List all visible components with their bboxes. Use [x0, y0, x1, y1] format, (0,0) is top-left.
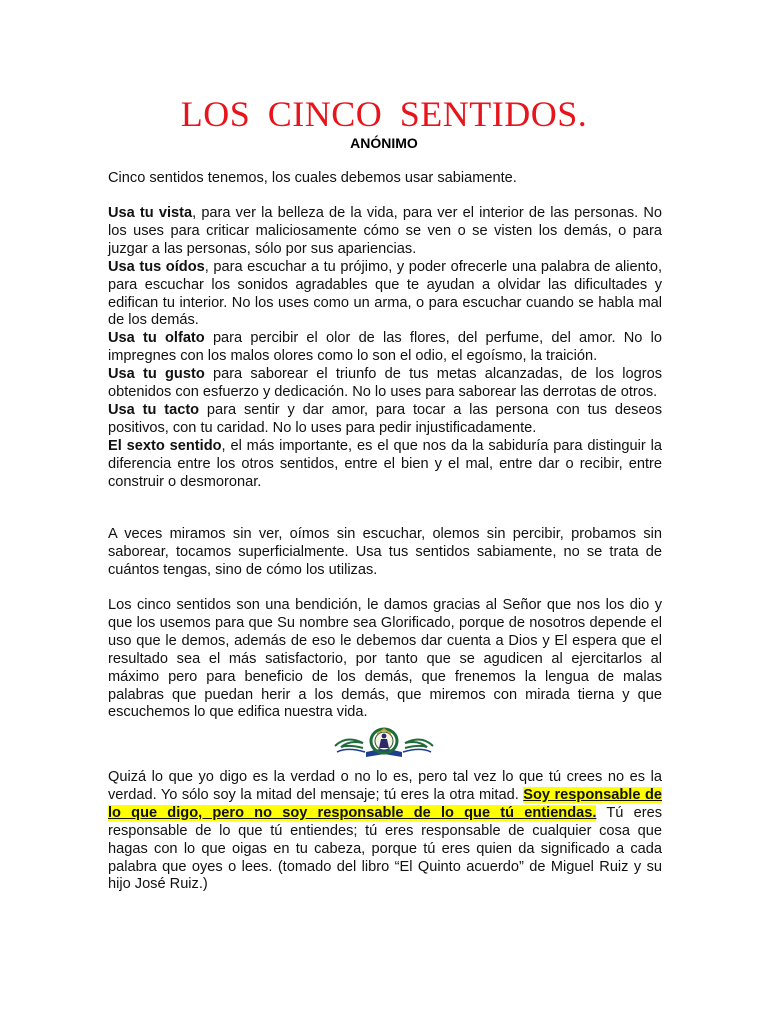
- sense-text: , el más importante, es el que nos da la sabiduría para distinguir la diferencia entre los otros sentidos, entre el bien y el mal, entre dar o recibir, entre construir o desmoronar.: [108, 437, 662, 490]
- sense-text: para sentir y dar amor, para tocar a las persona con tus deseos positivos, con tu caridad. No lo uses para pedir injustificadamente.: [108, 401, 662, 436]
- reflection-paragraph: [108, 526, 662, 580]
- closing-paragraph: [108, 769, 662, 894]
- sense-item-sexto: [108, 438, 662, 492]
- sense-item-olfato: [108, 330, 662, 366]
- intro-paragraph: [108, 170, 662, 188]
- blessing-text: Los cinco sentidos son una bendición, le damos gracias al Señor que nos los dio y que los usemos para que Su nombre sea Glorificado, porque de nosotros depende el uso que le demos, además de eso le debemos dar cuenta a Dios y El espera que el resultado sea el más satisfactorio, por tanto que se agudicen al ejercitarlos al máximo pero para beneficio de los demás, que frenemos la lengua de malas palabras que puedan herir a los demás, que miremos con mirada tierna y que escuchemos lo que edifica nuestra vida.: [108, 597, 662, 721]
- closing-text-after: Tú eres responsable de lo que tú entiendes; tú eres responsable de cualquier cosa que hagas con lo que oigas en tu cabeza, porque tú eres quien da significado a cada palabra que oyes o lees. (tomado del libro “El Quinto acuerdo” de Miguel Ruiz y su hijo José Ruiz.): [108, 804, 662, 893]
- author-label: ANÓNIMO: [350, 135, 418, 151]
- sense-text: , para ver la belleza de la vida, para ver el interior de las personas. No los uses para criticar maliciosamente cómo se ven o se visten los demás, o para juzgar a las personas, sólo por sus apariencias.: [108, 205, 662, 257]
- blessing-paragraph: [108, 597, 662, 722]
- sense-item-vista: [108, 205, 662, 259]
- page-title: LOS CINCO SENTIDOS.: [180, 94, 588, 134]
- reflection-text: A veces miramos sin ver, oímos sin escuchar, olemos sin percibir, probamos sin saborear, tocamos superficialmente. Usa tus sentidos sabiamente, no se trata de cuántos tengas, sino de cómo los utilizas.: [108, 526, 662, 578]
- sense-text: , para escuchar a tu prójimo, y poder ofrecerle una palabra de aliento, para escuchar los sonidos agradables que te ayudan a olvidar las dificultades y edifican tu interior. No los uses como un arma, o para escuchar cuando se habla mal de los demás.: [108, 258, 663, 329]
- sense-item-gusto: [108, 366, 662, 402]
- senses-list: [108, 205, 662, 492]
- intro-text: Cinco sentidos tenemos, los cuales debemos usar sabiamente.: [108, 170, 517, 186]
- sense-item-oidos: [108, 259, 662, 331]
- sense-text: para saborear el triunfo de tus metas alcanzadas, de los logros obtenidos con esfuerzo y dedicación. No lo uses para saborear las derrotas de otros.: [108, 366, 662, 401]
- sense-term: Usa tu olfato: [108, 330, 205, 347]
- sense-item-tacto: [108, 402, 662, 438]
- sense-term: Usa tu gusto: [108, 366, 205, 383]
- closing-text-before: Quizá lo que yo digo es la verdad o no lo es, pero tal vez lo que tú crees no es la verdad. Yo sólo soy la mitad del mensaje; tú eres la otra mitad.: [108, 769, 662, 803]
- closing-text: [108, 769, 662, 894]
- sense-term: Usa tus oídos: [108, 258, 205, 275]
- sense-term: El sexto sentido: [108, 437, 222, 454]
- sense-term: Usa tu tacto: [108, 401, 200, 418]
- sense-text: para percibir el olor de las flores, del perfume, del amor. No lo impregnes con los malos olores como lo son el odio, el egoísmo, la traición.: [108, 330, 663, 365]
- highlighted-quote: Soy responsable de lo que digo, pero no soy responsable de lo que tú entiendas.: [108, 786, 662, 821]
- ornament-emblem-icon: [333, 726, 435, 762]
- sense-term: Usa tu vista: [108, 205, 193, 221]
